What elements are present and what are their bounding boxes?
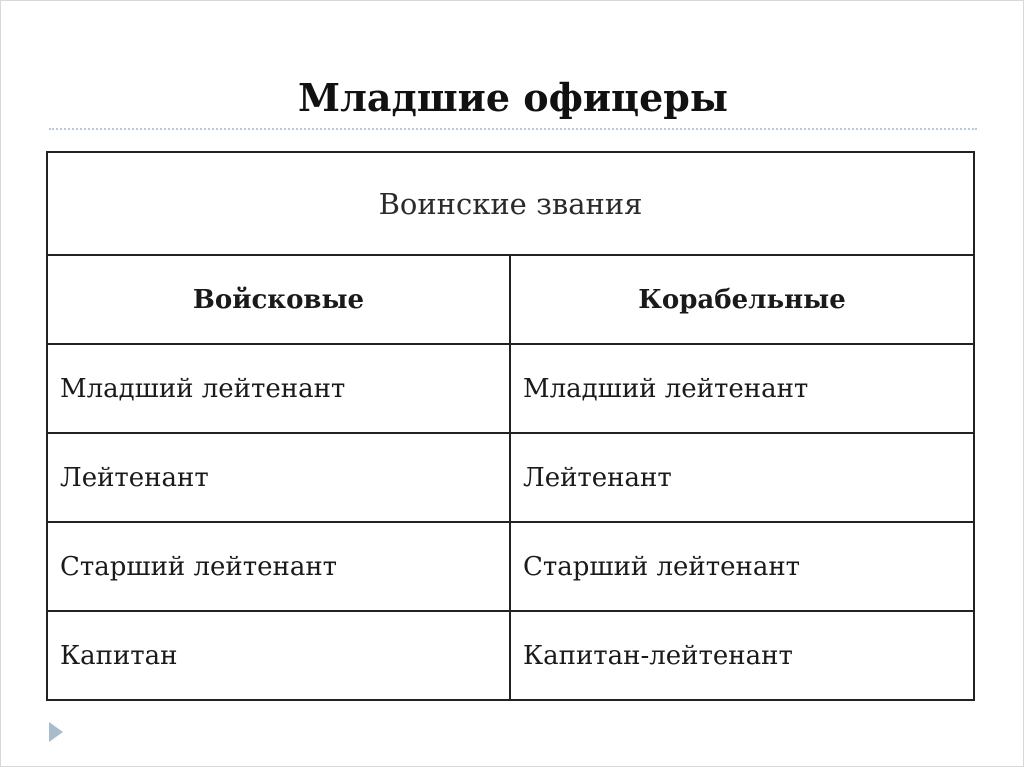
army-rank-cell: Лейтенант: [47, 433, 510, 522]
ranks-table: [46, 151, 975, 701]
army-rank-cell: Старший лейтенант: [47, 522, 510, 611]
column-header-army: Войсковые: [47, 255, 510, 344]
column-header-navy: Корабельные: [510, 255, 974, 344]
navy-rank-cell: Младший лейтенант: [510, 344, 974, 433]
triangle-right-icon[interactable]: [49, 722, 63, 742]
navy-rank-cell: Старший лейтенант: [510, 522, 974, 611]
table-header-cell: Воинские звания: [47, 152, 974, 255]
title-divider: [49, 128, 977, 130]
table-row: [47, 433, 974, 522]
table-row: [47, 522, 974, 611]
table-column-row: [47, 255, 974, 344]
navy-rank-cell: Капитан-лейтенант: [510, 611, 974, 700]
army-rank-cell: Капитан: [47, 611, 510, 700]
slide-title: Младшие офицеры: [298, 75, 728, 120]
army-rank-cell: Младший лейтенант: [47, 344, 510, 433]
table-header-row: [47, 152, 974, 255]
navy-rank-cell: Лейтенант: [510, 433, 974, 522]
table-row: [47, 611, 974, 700]
table-row: [47, 344, 974, 433]
